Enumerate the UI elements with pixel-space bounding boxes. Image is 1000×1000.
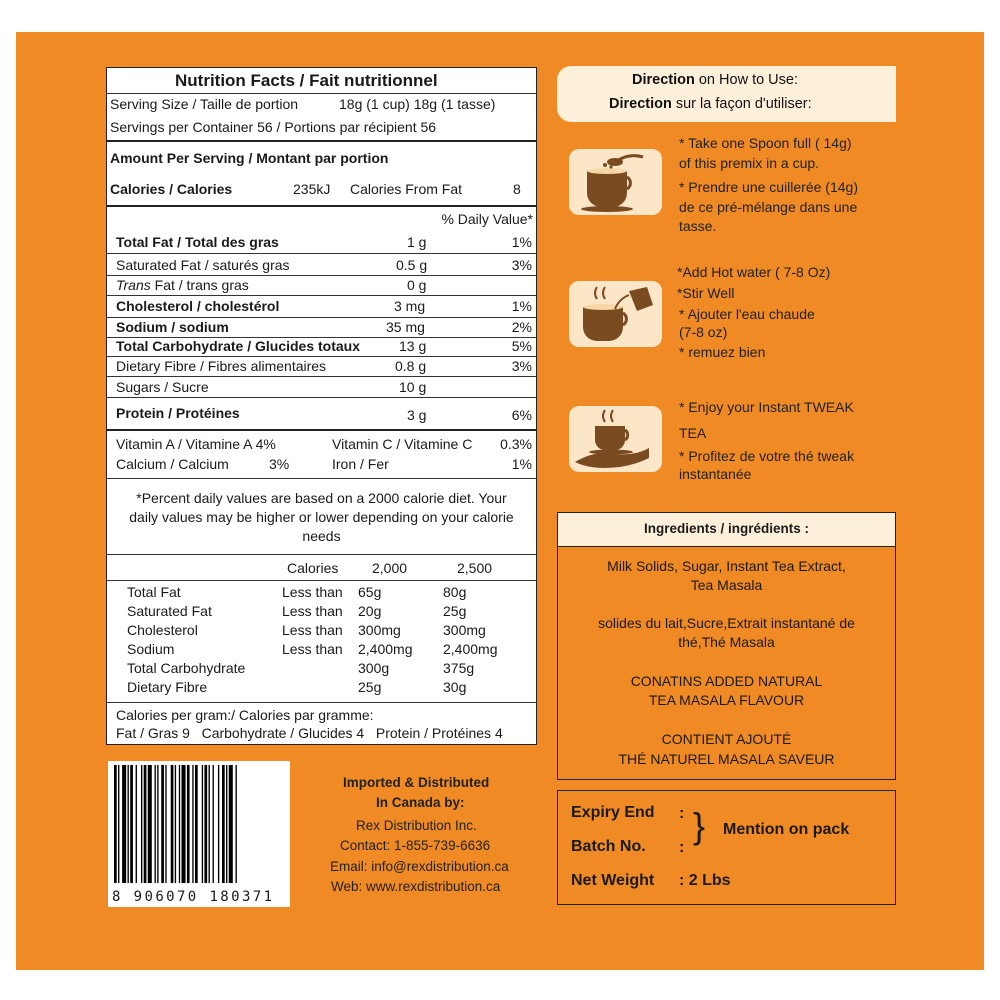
kettle-cup-icon [569, 281, 662, 347]
calories-per-gram-label: Calories per gram:/ Calories par gramme: [116, 707, 374, 723]
iron-value: 1% [511, 456, 532, 472]
barcode-bar [187, 765, 190, 883]
ingredients-en: Milk Solids, Sugar, Instant Tea Extract, [607, 558, 846, 574]
ingredients-fr: solides du lait,Sucre,Extrait instantané de [598, 615, 855, 631]
pack-info-box: Expiry End : Batch No. : } Mention on pack Net Weight : 2 Lbs [557, 790, 896, 905]
ingredients-title: Ingredients / ingrédients : [643, 521, 810, 536]
barcode-bar [128, 765, 129, 883]
barcode-bar [182, 765, 186, 883]
nutrient-amount: 3 g [407, 407, 427, 423]
nutrient-dv: 3% [511, 257, 532, 273]
nutrient-amount: 0.8 g [395, 358, 427, 374]
barcode-bar [157, 765, 158, 883]
barcode-bar [202, 765, 203, 883]
barcode-number: 8 906070 180371 [112, 889, 275, 905]
nutrition-title: Nutrition Facts / Fait nutritionnel [175, 71, 438, 90]
importer-contact: Contact: 1-855-739-6636 [340, 838, 491, 853]
nutrient-amount: 35 mg [386, 319, 425, 335]
hand-cup-icon [569, 406, 662, 472]
serving-size-value: 18g (1 cup) 18g (1 tasse) [339, 96, 496, 112]
nutrient-name: Saturated Fat / saturés gras [116, 257, 290, 273]
calories-label: Calories / Calories [110, 181, 233, 197]
calories-value: 235kJ [293, 181, 331, 197]
barcode-bar [118, 765, 119, 883]
nutrient-amount: 3 mg [394, 298, 426, 314]
nutrient-name: Sodium / sodium [116, 319, 229, 335]
calories-from-fat-label: Calories From Fat [350, 181, 463, 197]
directions-header: Direction on How to Use: Direction sur la façon d'utiliser: [557, 66, 896, 122]
barcode-bar [179, 765, 180, 883]
nutrient-dv: 2% [511, 319, 532, 335]
calcium-value: 3% [269, 456, 290, 472]
nutrient-name: Total Carbohydrate / Glucides totaux [116, 338, 361, 354]
iron-label: Iron / Fer [332, 456, 389, 472]
serving-size-label: Serving Size / Taille de portion [110, 96, 299, 112]
barcode-bar [175, 765, 176, 883]
ref-2000-header: 2,000 [372, 560, 408, 576]
nutrient-name: Dietary Fibre / Fibres alimentaires [116, 358, 327, 374]
barcode-bar [192, 765, 193, 883]
expiry-label: Expiry End [571, 804, 655, 821]
nutrient-amount: 0 g [407, 277, 427, 293]
vitamin-a: Vitamin A / Vitamine A 4% [116, 436, 276, 452]
nutrient-amount: 1 g [407, 234, 427, 250]
batch-label: Batch No. [571, 838, 646, 855]
ref-calories-header: Calories [287, 560, 339, 576]
nutrient-name: Protein / Protéines [116, 405, 240, 421]
nutrient-dv: 1% [511, 298, 532, 314]
calcium-label: Calcium / Calcium [116, 456, 229, 472]
nutrient-name: Trans Fat / trans gras [116, 277, 249, 293]
barcode-bar [226, 765, 227, 883]
barcode-bar [209, 765, 210, 883]
daily-value-header: % Daily Value* [441, 211, 533, 227]
daily-value-footnote: *Percent daily values are based on a 2000 calorie diet. Your daily values may be higher or lower depending on your calorie needs [129, 490, 514, 544]
barcode-bar [161, 765, 164, 883]
nutrient-amount: 13 g [399, 338, 427, 354]
spoon-cup-icon [569, 149, 662, 215]
barcode-bar [155, 765, 156, 883]
calories-from-fat-value: 8 [513, 181, 521, 197]
brace-icon: } [693, 805, 706, 846]
barcode-bar [218, 765, 219, 883]
vitamin-c-value: 0.3% [500, 436, 532, 452]
nutrient-dv: 6% [511, 407, 532, 423]
mention-on-pack: Mention on pack [723, 821, 850, 838]
barcode-bar [141, 765, 142, 883]
nutrition-facts-table: Nutrition Facts / Fait nutritionnel Serving Size / Taille de portion 18g (1 cup) 18g (1 tasse) Servings per Container 56 / Portions par récipient 56 Amount Per Serving / Montant par portion Calories / Calories 235kJ Calories From Fat 8 % Daily Value* Total Fat / Total des gras 1 g 1% Saturated Fat / saturés gras 0.5 g 3% Trans Fat / trans gras 0 g Cholesterol / cholestérol 3 mg 1% Sodium / sodium 35 mg 2% Total Carbohydrate / Glucides totaux 13 g 5% Dietary Fibre / Fibres alimentaires 0.8 g 3% Sugars / Sucre 10 g Protein / Protéines 3 g 6% Vitamin A / Vitamine A 4% Vitamin C / Vitamine C 0.3% Calcium / Calcium 3% Iron / Fer 1% *Percent daily values are based on a 2000 calorie diet. Your daily values may be higher or lower depending on your calorie needs Calories 2,000 2,500 Total Fat Less than 65g 80g Saturated Fat Less than 20g 25g Cholesterol Less than 300mg 300mg Sodium Less than 2,400mg 2,400mg Total Carbohydrate 300g 375g Dietary Fibre 25g 30g Calories per gram:/ Calories par gramme: Fat / Gras 9 Carbohydrate / Glucides 4 Protein / Protéines 4 [106, 67, 537, 745]
servings-per-container: Servings per Container 56 / Portions par récipient 56 [110, 119, 437, 135]
importer-web: Web: www.rexdistribution.ca [331, 879, 501, 894]
nutrient-name: Total Fat / Total des gras [116, 234, 279, 250]
ingredients-header [558, 513, 895, 547]
barcode-bar [165, 765, 166, 883]
barcode-bar [114, 765, 117, 883]
barcode-bar [213, 765, 214, 883]
amount-per-serving: Amount Per Serving / Montant par portion [110, 150, 389, 166]
importer-email: Email: info@rexdistribution.ca [330, 859, 509, 874]
importer-line2: In Canada by: [376, 795, 465, 810]
calories-per-gram-values: Fat / Gras 9 Carbohydrate / Glucides 4 Protein / Protéines 4 [116, 725, 503, 741]
flavour-fr: CONTIENT AJOUTÉ [661, 731, 792, 747]
importer-company: Rex Distribution Inc. [356, 818, 477, 833]
nutrient-dv: 5% [511, 338, 532, 354]
barcode-bar [122, 765, 126, 883]
flavour-en: CONATINS ADDED NATURAL [630, 673, 823, 689]
barcode-bar [195, 765, 198, 883]
nutrient-dv: 3% [511, 358, 532, 374]
nutrient-amount: 10 g [399, 379, 427, 395]
net-weight-value: : 2 Lbs [679, 872, 731, 889]
barcode-bar [236, 765, 237, 883]
barcode-bar [136, 765, 137, 883]
barcode-bar [144, 765, 147, 883]
barcode-bar [229, 765, 233, 883]
vitamin-c-label: Vitamin C / Vitamine C [332, 436, 473, 452]
barcode-bar [171, 765, 174, 883]
importer-line1: Imported & Distributed [343, 775, 490, 790]
ref-2500-header: 2,500 [457, 560, 493, 576]
nutrient-name: Cholesterol / cholestérol [116, 298, 280, 314]
barcode-bar [222, 765, 225, 883]
ingredients-box: Ingredients / ingrédients : Milk Solids, Sugar, Instant Tea Extract, Tea Masala solides du lait,Sucre,Extrait instantané de thé,Thé Masala CONATINS ADDED NATURAL TEA MASALA FLAVOUR CONTIENT AJOUTÉ THÉ NATUREL MASALA SAVEUR [557, 512, 896, 780]
barcode-bar [130, 765, 133, 883]
nutrient-amount: 0.5 g [396, 257, 428, 273]
nutrient-name: Sugars / Sucre [116, 379, 209, 395]
barcode [108, 761, 290, 907]
barcode-bar [204, 765, 207, 883]
nutrient-dv: 1% [511, 234, 532, 250]
barcode-bar [148, 765, 152, 883]
net-weight-label: Net Weight [571, 872, 655, 889]
